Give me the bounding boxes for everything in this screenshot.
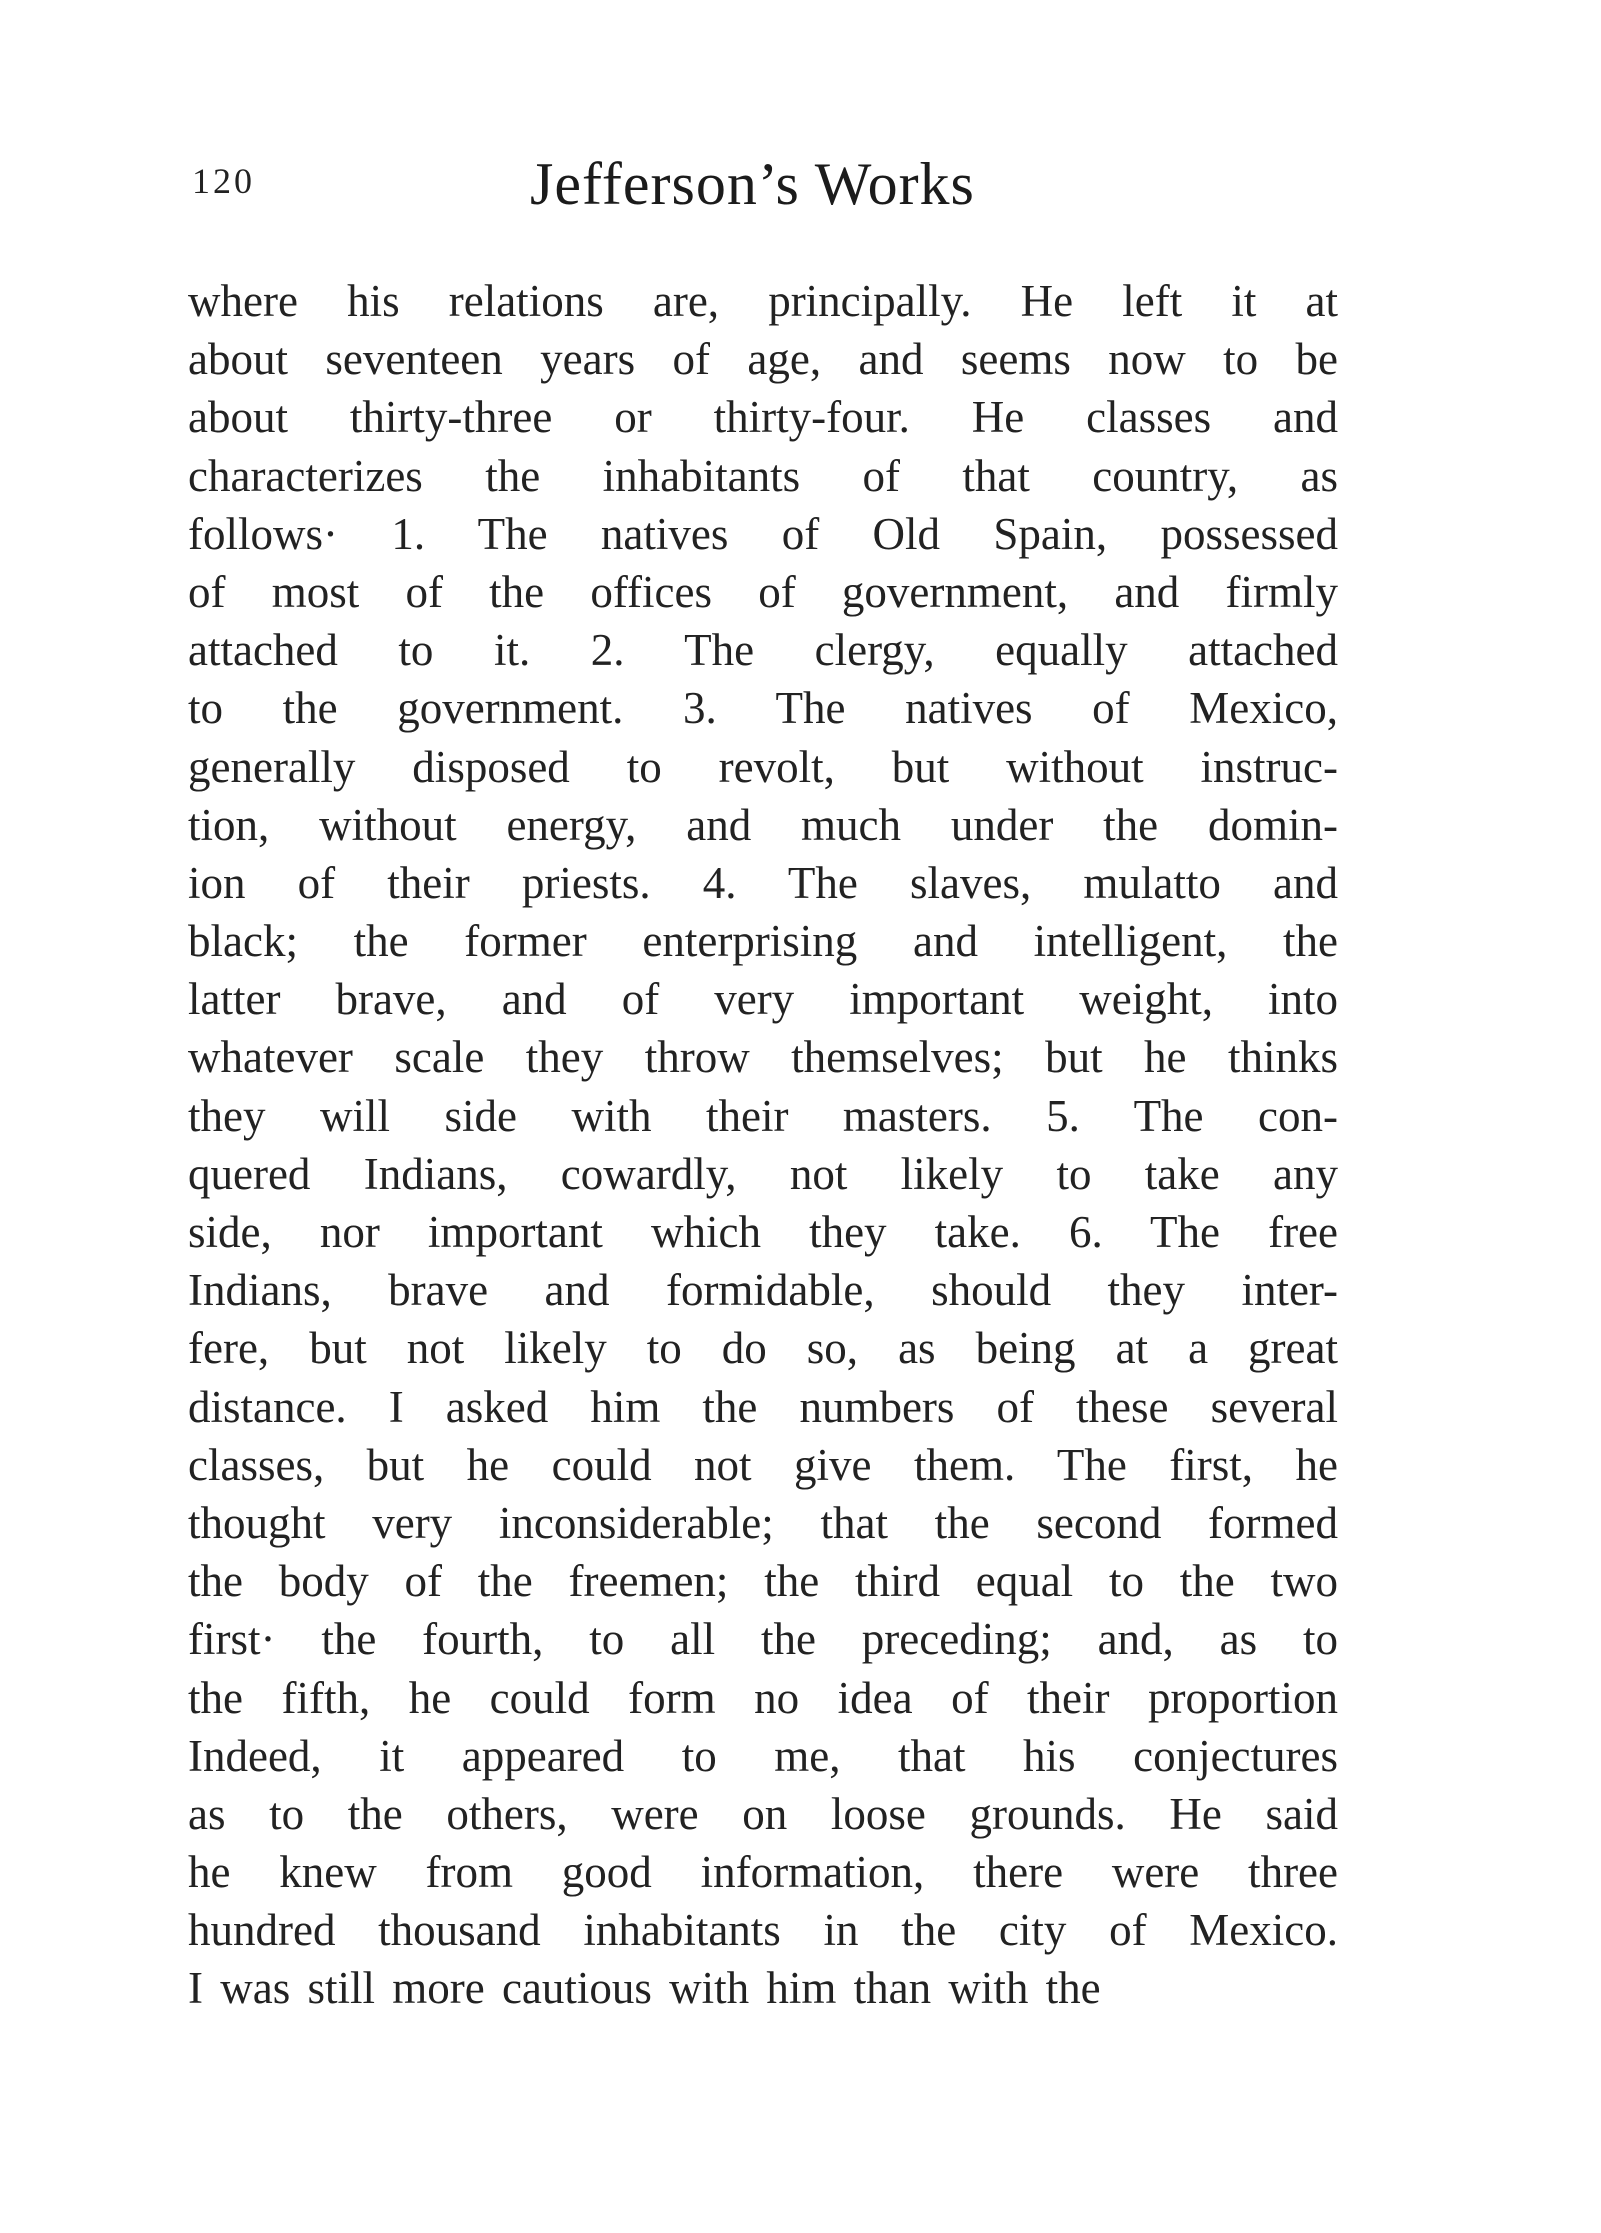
text-line: side, nor important which they take. 6. The free: [188, 1207, 1338, 1257]
text-line: Indians, brave and formidable, should they inter-: [188, 1265, 1338, 1316]
text-line: to the government. 3. The natives of Mexico,: [188, 683, 1338, 734]
text-line: distance. I asked him the numbers of these several: [188, 1381, 1338, 1432]
text-line: follows· 1. The natives of Old Spain, possessed: [188, 508, 1338, 559]
text-line: of most of the offices of government, and firmly: [188, 566, 1338, 617]
text-line: ion of their priests. 4. The slaves, mulatto and: [188, 857, 1338, 908]
text-line: latter brave, and of very important weight, into: [188, 974, 1338, 1025]
text-line: black; the former enterprising and intelligent, the: [188, 916, 1338, 967]
text-line: attached to it. 2. The clergy, equally attached: [188, 625, 1338, 676]
text-line: fere, but not likely to do so, as being at a great: [188, 1323, 1338, 1374]
text-line: hundred thousand inhabitants in the city of Mexico.: [188, 1905, 1338, 1956]
text-line: quered Indians, cowardly, not likely to take any: [188, 1148, 1338, 1199]
text-line: about thirty-three or thirty-four. He classes and: [188, 392, 1338, 443]
text-line: thought very inconsiderable; that the second formed: [188, 1497, 1338, 1548]
text-line: about seventeen years of age, and seems now to be: [188, 334, 1338, 385]
text-line: where his relations are, principally. He left it at: [188, 276, 1338, 326]
text-line: classes, but he could not give them. The first, he: [188, 1439, 1338, 1490]
text-line: I was still more cautious with him than with the: [188, 1963, 1101, 2014]
text-line: characterizes the inhabitants of that country, as: [188, 450, 1338, 501]
text-line: as to the others, were on loose grounds. He said: [188, 1788, 1338, 1839]
text-line: he knew from good information, there were three: [188, 1847, 1338, 1898]
text-line: the fifth, he could form no idea of their proportion: [188, 1672, 1338, 1723]
page-number: 120: [192, 161, 255, 201]
text-line: first· the fourth, to all the preceding; and, as to: [188, 1614, 1338, 1665]
text-line: whatever scale they throw themselves; but he thinks: [188, 1032, 1338, 1083]
text-line: they will side with their masters. 5. The con-: [188, 1090, 1338, 1141]
text-line: generally disposed to revolt, but without instruc-: [188, 741, 1338, 792]
text-line: Indeed, it appeared to me, that his conjectures: [188, 1730, 1338, 1781]
running-title: Jefferson’s Works: [530, 151, 975, 217]
body-text: [188, 272, 1338, 2018]
text-line: the body of the freemen; the third equal to the two: [188, 1556, 1338, 1607]
text-line: tion, without energy, and much under the domin-: [188, 799, 1338, 850]
